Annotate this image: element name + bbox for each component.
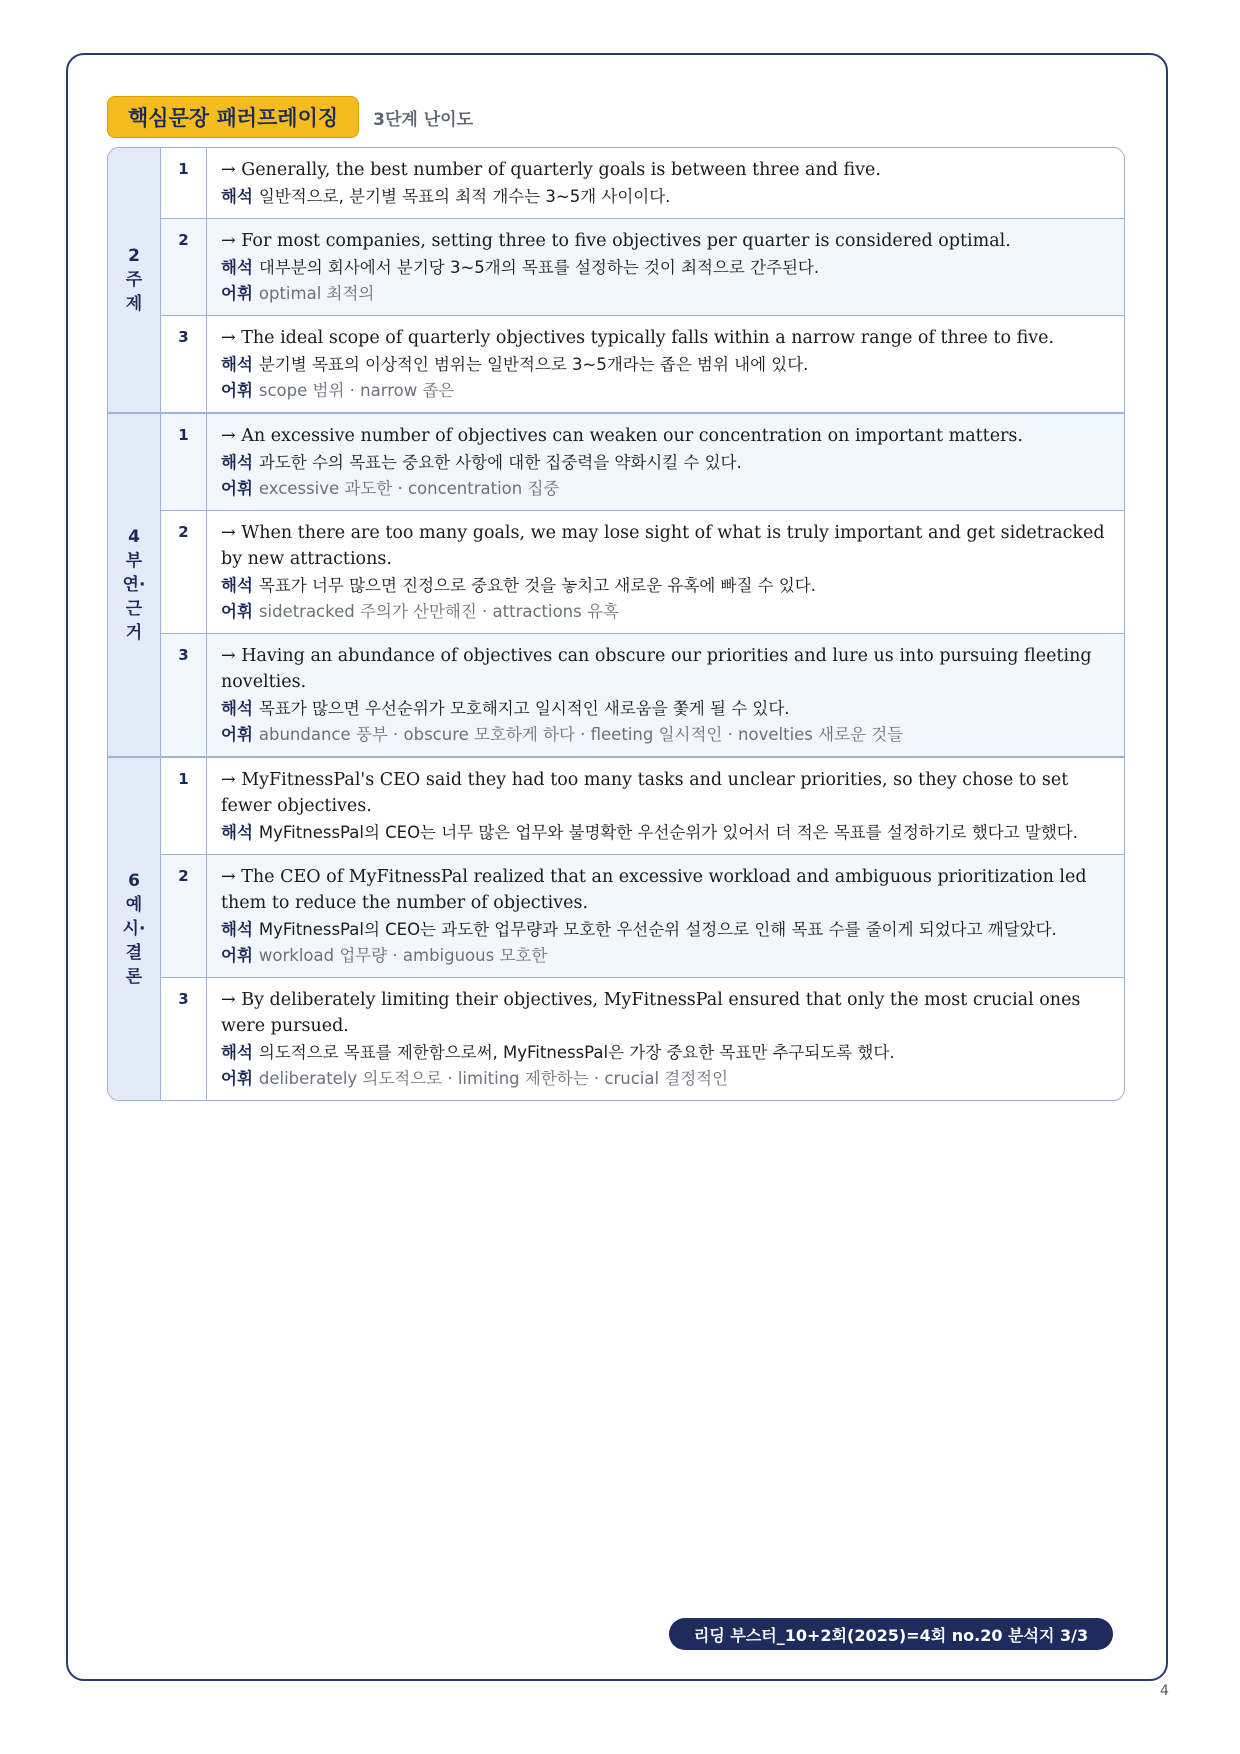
english-sentence: → The ideal scope of quarterly objectives typically falls within a narrow range of three to five. — [221, 328, 1055, 348]
translation-text: MyFitnessPal의 CEO는 과도한 업무량과 모호한 우선순위 설정으로 인해 목표 수를 줄이게 되었다고 깨달았다. — [258, 920, 1057, 939]
vocab-text: abundance 풍부 · obscure 모호하게 하다 · fleeting 일시적인 · novelties 새로운 것들 — [258, 725, 904, 744]
vocab-tag: 어휘 — [221, 381, 253, 400]
row-content — [207, 148, 1124, 218]
vocab-line — [221, 281, 1110, 306]
row-content — [207, 855, 1124, 977]
vocab-tag: 어휘 — [221, 479, 253, 498]
vocab-tag: 어휘 — [221, 602, 253, 621]
section-label-cell — [108, 758, 161, 1100]
row-number: 2 — [161, 855, 207, 977]
translation-text: 목표가 많으면 우선순위가 모호해지고 일시적인 새로움을 쫓게 될 수 있다. — [258, 699, 790, 718]
vocab-tag: 어휘 — [221, 1069, 253, 1088]
table-row — [161, 148, 1124, 218]
section-group — [108, 756, 1124, 1100]
translation-text: 목표가 너무 많으면 진정으로 중요한 것을 놓치고 새로운 유혹에 빠질 수 있다. — [258, 576, 816, 595]
vocab-line — [221, 599, 1110, 624]
english-sentence: → MyFitnessPal's CEO said they had too many tasks and unclear priorities, so they chose to set fewer objectives. — [221, 770, 1069, 816]
section-rows — [161, 148, 1124, 412]
row-number: 1 — [161, 758, 207, 854]
section-rows — [161, 758, 1124, 1100]
vocab-text: optimal 최적의 — [258, 284, 375, 303]
row-content — [207, 758, 1124, 854]
section-label: 6 예 시· 결 론 — [122, 870, 146, 988]
translation-tag: 해석 — [221, 823, 253, 842]
english-sentence: → By deliberately limiting their objectives, MyFitnessPal ensured that only the most crucial ones were pursued. — [221, 990, 1081, 1036]
english-sentence: → Having an abundance of objectives can obscure our priorities and lure us into pursuing fleeting novelties. — [221, 646, 1092, 692]
section-label: 4 부연· 근거 — [122, 526, 146, 644]
translation-tag: 해석 — [221, 576, 253, 595]
english-sentence: → An excessive number of objectives can weaken our concentration on important matters. — [221, 426, 1023, 446]
title-badge: 핵심문장 패러프레이징 — [107, 96, 359, 138]
translation-tag: 해석 — [221, 920, 253, 939]
translation-text: 과도한 수의 목표는 중요한 사항에 대한 집중력을 약화시킬 수 있다. — [258, 453, 742, 472]
difficulty-label: 3단계 난이도 — [373, 109, 474, 130]
section-label-cell — [108, 148, 161, 412]
korean-translation — [221, 820, 1110, 845]
translation-text: 분기별 목표의 이상적인 범위는 일반적으로 3~5개라는 좁은 범위 내에 있다. — [258, 355, 809, 374]
table-row — [161, 414, 1124, 510]
translation-tag: 해석 — [221, 699, 253, 718]
section-rows — [161, 414, 1124, 756]
translation-tag: 해석 — [221, 187, 253, 206]
table-row — [161, 633, 1124, 756]
korean-translation — [221, 255, 1110, 280]
translation-text: 의도적으로 목표를 제한함으로써, MyFitnessPal은 가장 중요한 목표만 추구되도록 했다. — [258, 1043, 895, 1062]
row-content — [207, 219, 1124, 315]
vocab-text: sidetracked 주의가 산만해진 · attractions 유혹 — [258, 602, 619, 621]
vocab-line — [221, 722, 1110, 747]
table-row — [161, 854, 1124, 977]
table-row — [161, 758, 1124, 854]
translation-tag: 해석 — [221, 453, 253, 472]
row-number: 2 — [161, 511, 207, 633]
korean-translation — [221, 450, 1110, 475]
vocab-tag: 어휘 — [221, 284, 253, 303]
row-content — [207, 414, 1124, 510]
section-label: 2 주제 — [125, 245, 143, 315]
korean-translation — [221, 573, 1110, 598]
translation-tag: 해석 — [221, 1043, 253, 1062]
korean-translation — [221, 1040, 1110, 1065]
vocab-text: workload 업무량 · ambiguous 모호한 — [258, 946, 548, 965]
section-group — [108, 148, 1124, 412]
page-number: 4 — [1160, 1683, 1169, 1699]
translation-text: 대부분의 회사에서 분기당 3~5개의 목표를 설정하는 것이 최적으로 간주된다. — [258, 258, 820, 277]
english-sentence: → For most companies, setting three to five objectives per quarter is considered optimal. — [221, 231, 1011, 251]
row-number: 3 — [161, 978, 207, 1100]
korean-translation — [221, 184, 1110, 209]
korean-translation — [221, 352, 1110, 377]
english-sentence: → When there are too many goals, we may lose sight of what is truly important and get sidetracked by new attractions. — [221, 523, 1105, 569]
vocab-tag: 어휘 — [221, 946, 253, 965]
translation-text: 일반적으로, 분기별 목표의 최적 개수는 3~5개 사이이다. — [258, 187, 671, 206]
row-number: 3 — [161, 316, 207, 412]
vocab-text: excessive 과도한 · concentration 집중 — [258, 479, 560, 498]
vocab-text: deliberately 의도적으로 · limiting 제한하는 · crucial 결정적인 — [258, 1069, 729, 1088]
row-content — [207, 316, 1124, 412]
table-row — [161, 510, 1124, 633]
translation-tag: 해석 — [221, 355, 253, 374]
table-row — [161, 977, 1124, 1100]
row-content — [207, 978, 1124, 1100]
vocab-line — [221, 378, 1110, 403]
section-header — [107, 95, 473, 139]
row-number: 3 — [161, 634, 207, 756]
vocab-text: scope 범위 · narrow 좁은 — [258, 381, 455, 400]
vocab-tag: 어휘 — [221, 725, 253, 744]
english-sentence: → Generally, the best number of quarterly goals is between three and five. — [221, 160, 881, 180]
vocab-line — [221, 476, 1110, 501]
section-label-cell — [108, 414, 161, 756]
translation-tag: 해석 — [221, 258, 253, 277]
translation-text: MyFitnessPal의 CEO는 너무 많은 업무와 불명확한 우선순위가 있어서 더 적은 목표를 설정하기로 했다고 말했다. — [258, 823, 1078, 842]
vocab-line — [221, 1066, 1110, 1091]
english-sentence: → The CEO of MyFitnessPal realized that an excessive workload and ambiguous prioritization led them to reduce the number of objectives. — [221, 867, 1087, 913]
row-number: 2 — [161, 219, 207, 315]
footer-label: 리딩 부스터_10+2회(2025)=4회 no.20 분석지 3/3 — [669, 1618, 1113, 1650]
korean-translation — [221, 696, 1110, 721]
section-group — [108, 412, 1124, 756]
row-content — [207, 511, 1124, 633]
vocab-line — [221, 943, 1110, 968]
row-number: 1 — [161, 414, 207, 510]
row-content — [207, 634, 1124, 756]
row-number: 1 — [161, 148, 207, 218]
korean-translation — [221, 917, 1110, 942]
table-row — [161, 315, 1124, 412]
table-row — [161, 218, 1124, 315]
paraphrase-table — [107, 147, 1125, 1101]
